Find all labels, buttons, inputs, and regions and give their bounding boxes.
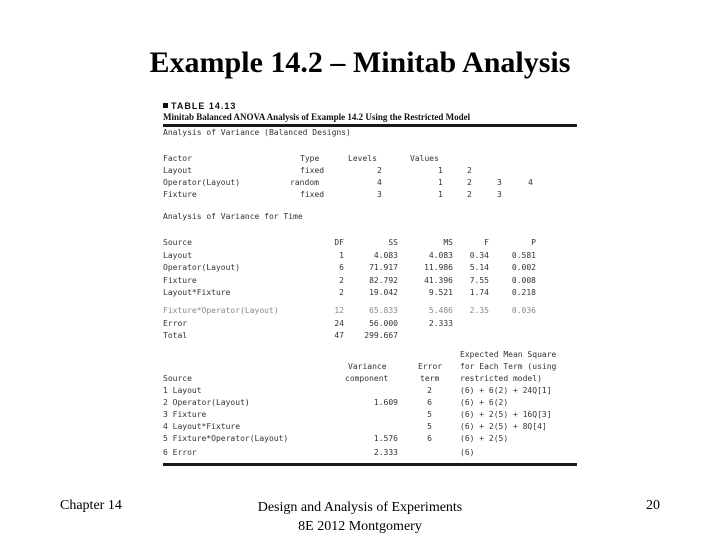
ems-row: 4 Layout*Fixture 5 (6) + 2(5) + 8Q[4] bbox=[163, 422, 547, 431]
anova-row: Error 24 56.000 2.333 bbox=[163, 319, 453, 328]
ems-header-row-2: Variance Error for Each Term (using bbox=[348, 362, 557, 371]
table-caption: Minitab Balanced ANOVA Analysis of Example 14.2 Using the Restricted Model bbox=[163, 112, 471, 122]
table-heading bbox=[163, 101, 236, 111]
anova-row: Total 47 299.667 bbox=[163, 331, 398, 340]
factor-header-row: Factor Type Levels Values bbox=[163, 154, 439, 163]
factor-row: Layout fixed 2 1 2 bbox=[163, 166, 472, 175]
footer-book-line-2: 8E 2012 Montgomery bbox=[298, 519, 422, 534]
anova-row: Layout*Fixture 2 19.042 9.521 1.74 0.218 bbox=[163, 288, 536, 297]
footer-book-title bbox=[200, 498, 520, 536]
ems-header-row-3: Source component term restricted model) bbox=[163, 374, 542, 383]
section-title-time: Analysis of Variance for Time bbox=[163, 212, 303, 221]
factor-row: Operator(Layout) random 4 1 2 3 4 bbox=[163, 178, 533, 187]
minitab-table bbox=[160, 97, 578, 469]
ems-header-row-1: Expected Mean Square bbox=[460, 350, 557, 359]
ems-row: 1 Layout 2 (6) + 6(2) + 24Q[1] bbox=[163, 386, 552, 395]
ems-row: 3 Fixture 5 (6) + 2(5) + 16Q[3] bbox=[163, 410, 552, 419]
factor-row: Fixture fixed 3 1 2 3 bbox=[163, 190, 502, 199]
bottom-rule bbox=[163, 463, 577, 466]
ems-row: 5 Fixture*Operator(Layout) 1.576 6 (6) + 2(5) bbox=[163, 434, 509, 443]
table-number: TABLE 14.13 bbox=[171, 101, 237, 111]
square-bullet-icon bbox=[163, 103, 168, 108]
section-title-balanced: Analysis of Variance (Balanced Designs) bbox=[163, 128, 351, 137]
footer-book-line-1: Design and Analysis of Experiments bbox=[257, 500, 463, 515]
anova-header-row: Source DF SS MS F P bbox=[163, 238, 536, 247]
anova-row: Fixture 2 82.792 41.396 7.55 0.008 bbox=[163, 276, 536, 285]
page-number: 20 bbox=[646, 498, 660, 513]
anova-row: Layout 1 4.083 4.083 0.34 0.581 bbox=[163, 251, 536, 260]
slide-title: Example 14.2 – Minitab Analysis bbox=[149, 46, 571, 79]
footer-chapter: Chapter 14 bbox=[60, 498, 122, 513]
anova-row: Operator(Layout) 6 71.917 11.986 5.14 0.002 bbox=[163, 263, 536, 272]
ems-row: 2 Operator(Layout) 1.609 6 (6) + 6(2) bbox=[163, 398, 509, 407]
ems-row: 6 Error 2.333 (6) bbox=[163, 448, 475, 457]
anova-row: Fixture*Operator(Layout) 12 65.833 5.486 2.35 0.036 bbox=[163, 306, 536, 315]
